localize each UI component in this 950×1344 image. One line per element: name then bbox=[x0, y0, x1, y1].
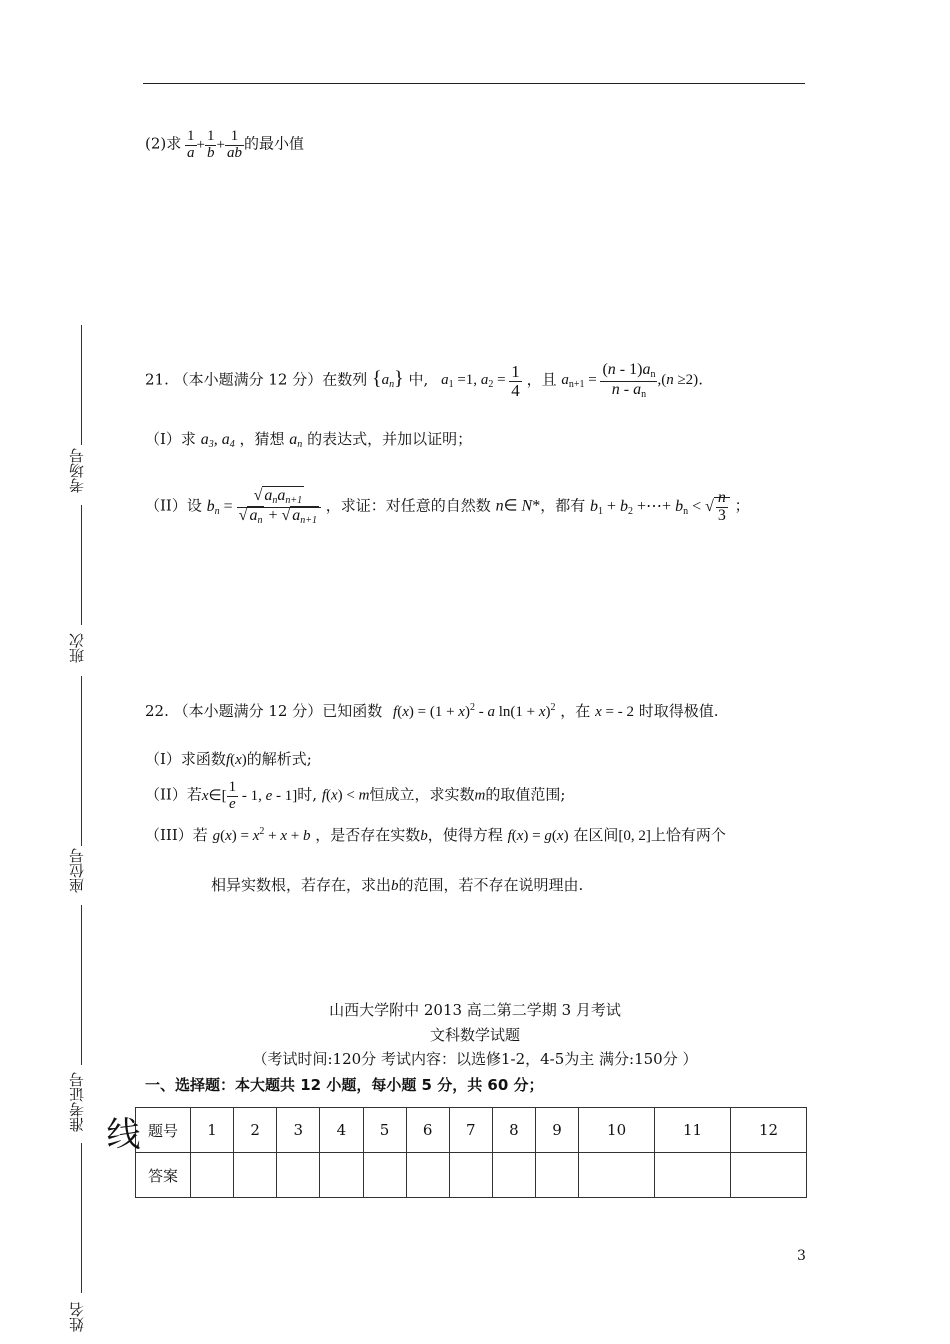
row-label-answer: 答案 bbox=[136, 1153, 191, 1198]
row-label-number: 题号 bbox=[136, 1108, 191, 1153]
question-number: 12 bbox=[731, 1108, 807, 1153]
answer-cell[interactable] bbox=[492, 1153, 535, 1198]
q21-part2: （II）设 $b_n$ = $\frac{√ a_na_{n+1}}{√ a_n + √ a_{n+1}}$ ，求证：对任意的自然数 n∈ N*，都有 $b_1 + b_2$ +⋯+ $b_n$ < √ $\frac{n}{3}$ ； bbox=[145, 487, 750, 526]
exam-subtitle: 文科数学试题 bbox=[429, 1026, 520, 1044]
answer-cell[interactable] bbox=[277, 1153, 320, 1198]
question-number: 10 bbox=[579, 1108, 655, 1153]
question-number: 2 bbox=[234, 1108, 277, 1153]
question-number: 1 bbox=[191, 1108, 234, 1153]
binding-line bbox=[81, 325, 82, 445]
q22-part3: （III）若 $g(x) = x^2 + x + b$ ，是否存在实数b，使得方程 f(x) = g(x) 在区间[0, 2]上恰有两个 bbox=[145, 826, 726, 844]
exam-info: （考试时间:120分 考试内容：以选修1-2，4-5为主 满分:150分 ） bbox=[252, 1050, 698, 1068]
question-number: 3 bbox=[277, 1108, 320, 1153]
label-kaochang: 考场号 bbox=[68, 448, 86, 493]
section-heading: 一、选择题：本大题共 12 小题，每小题 5 分，共 60 分； bbox=[145, 1076, 544, 1094]
header-rule bbox=[143, 83, 805, 84]
exam-title: 山西大学附中 2013 高二第二学期 3 月考试 bbox=[329, 1001, 621, 1019]
question-number: 4 bbox=[320, 1108, 363, 1153]
label-banci: 班次 bbox=[68, 633, 86, 663]
binding-line bbox=[81, 905, 82, 1065]
page-number: 3 bbox=[797, 1248, 806, 1264]
answer-cell[interactable] bbox=[579, 1153, 655, 1198]
binding-line bbox=[81, 676, 82, 846]
answer-cell[interactable] bbox=[731, 1153, 807, 1198]
answer-cell[interactable] bbox=[655, 1153, 731, 1198]
q22-statement: 22. （本小题满分 12 分）已知函数 $f(x) = (1 + x)^2 - a$ $\ln(1 + x)^2$ ，在 x = - 2 时取得极值. bbox=[145, 702, 719, 720]
cut-line-mark: 线 bbox=[100, 1116, 140, 1150]
label-zuowei: 座位号 bbox=[68, 848, 86, 893]
question-number: 6 bbox=[406, 1108, 449, 1153]
label-xingming: 姓名 bbox=[68, 1302, 86, 1332]
question-number: 9 bbox=[536, 1108, 579, 1153]
answer-cell[interactable] bbox=[449, 1153, 492, 1198]
binding-line bbox=[81, 505, 82, 625]
q21-statement: 21. （本小题满分 12 分）在数列 $\{a_n\}$ 中, $a_1 =1$, $a_2$ = $\frac{1}{4}$ ，且 $a_{n+1}$ = $\frac{(n - 1)a_n}{n - a_n}$ ,(n ≥2). bbox=[145, 361, 703, 400]
q22-part2: （II）若x∈[ $\frac{1}{e}$ - 1, e - 1]时, f(x) < m恒成立，求实数m的取值范围; bbox=[145, 779, 566, 812]
table-row bbox=[136, 1153, 807, 1198]
label-zhunkao: 准考证号 bbox=[68, 1072, 86, 1132]
question-number: 11 bbox=[655, 1108, 731, 1153]
question-number: 7 bbox=[449, 1108, 492, 1153]
answer-cell[interactable] bbox=[363, 1153, 406, 1198]
answer-cell[interactable] bbox=[320, 1153, 363, 1198]
question-number: 8 bbox=[492, 1108, 535, 1153]
answer-cell[interactable] bbox=[406, 1153, 449, 1198]
answer-cell[interactable] bbox=[234, 1153, 277, 1198]
answer-cell[interactable] bbox=[536, 1153, 579, 1198]
table-row bbox=[136, 1108, 807, 1153]
q21-part1: （I）求 $a_3$, $a_4$ ，猜想 $a_n$ 的表达式，并加以证明； bbox=[145, 430, 473, 450]
q20-part2: (2)求 $\frac{1}{a}$ + $\frac{1}{b}$ + $\frac{1}{ab}$ 的最小值 bbox=[145, 128, 304, 161]
binding-line bbox=[81, 1143, 82, 1293]
q22-part1: （I）求函数f(x)的解析式; bbox=[145, 750, 312, 768]
answer-table bbox=[135, 1107, 807, 1198]
question-number: 5 bbox=[363, 1108, 406, 1153]
q22-part3-cont: 相异实数根，若存在，求出b的范围，若不存在说明理由. bbox=[211, 876, 584, 894]
answer-cell[interactable] bbox=[191, 1153, 234, 1198]
